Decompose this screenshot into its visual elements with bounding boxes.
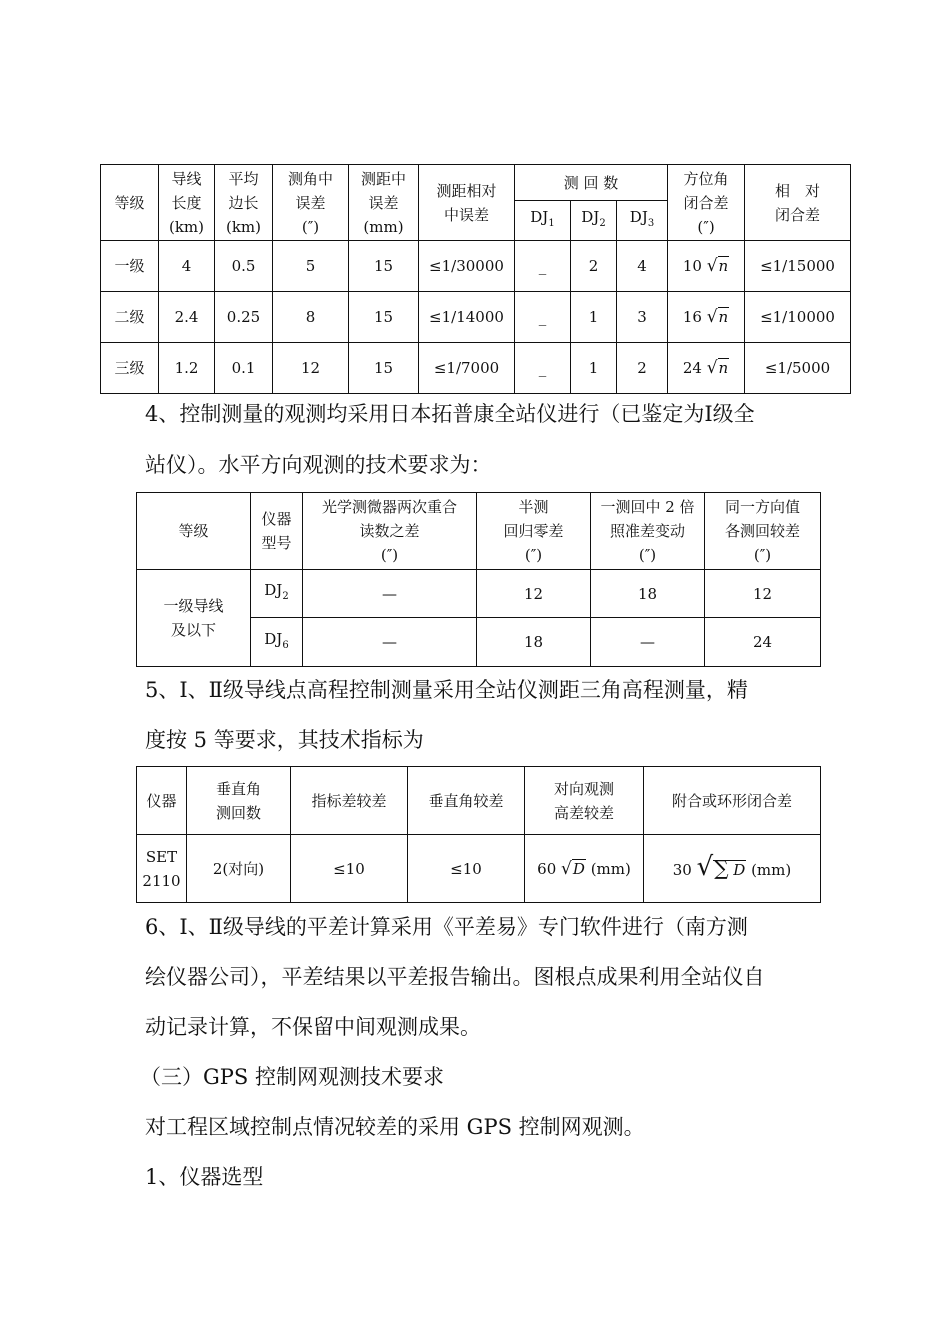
cell-length: 2.4 [159, 292, 215, 343]
header-same-direction: 同一方向值 各测回较差 (″) [705, 493, 821, 570]
cell-grade: 三级 [101, 343, 159, 394]
header-avg-side: 平均 边长 (km) [215, 165, 273, 241]
header-angle-error: 测角中 误差 (″) [273, 165, 349, 241]
paragraph-7: 对工程区域控制点情况较差的采用 GPS 控制网观测。 [145, 1115, 645, 1139]
header-instrument-model: 仪器 型号 [251, 493, 303, 570]
cell-dj1: _ [515, 343, 571, 394]
item-1-heading: 1、仪器选型 [145, 1165, 264, 1189]
cell-rel: ≤1/7000 [419, 343, 515, 394]
cell-closure-formula: 30 √∑ D (mm) [644, 835, 821, 903]
cell-closure: ≤1/15000 [745, 241, 851, 292]
table-row [137, 835, 821, 903]
cell-closure: ≤1/5000 [745, 343, 851, 394]
cell-closure: ≤1/10000 [745, 292, 851, 343]
cell-instrument: SET 2110 [137, 835, 187, 903]
cell-dj3: 4 [617, 241, 668, 292]
cell-length: 1.2 [159, 343, 215, 394]
cell-avg: 0.1 [215, 343, 273, 394]
cell-length: 4 [159, 241, 215, 292]
paragraph-6-line2: 绘仪器公司），平差结果以平差报告输出。图根点成果利用全站仪自 [145, 965, 765, 989]
cell-optical: — [303, 570, 477, 618]
horizontal-observation-table [136, 492, 821, 667]
cell-twoc: — [591, 618, 705, 667]
cell-same: 12 [705, 570, 821, 618]
cell-dj1: _ [515, 292, 571, 343]
header-relative-closure: 相 对 闭合差 [745, 165, 851, 241]
cell-dj3: 2 [617, 343, 668, 394]
header-closure: 附合或环形闭合差 [644, 767, 821, 835]
table-row [101, 241, 851, 292]
header-rounds: 测 回 数 [515, 165, 668, 201]
cell-dist: 15 [349, 292, 419, 343]
cell-dj2: 1 [571, 292, 617, 343]
table-row [137, 570, 821, 618]
cell-vertical-rounds: 2(对向) [187, 835, 291, 903]
cell-dj2: 1 [571, 343, 617, 394]
cell-azimuth-formula: 10 √n [668, 241, 745, 292]
header-dj3: $DJ_3$ [617, 201, 668, 241]
cell-azimuth-formula: 24 √n [668, 343, 745, 394]
cell-grade: 二级 [101, 292, 159, 343]
header-vertical-rounds: 垂直角 测回数 [187, 767, 291, 835]
paragraph-6-line3: 动记录计算，不保留中间观测成果。 [145, 1015, 481, 1039]
header-length: 导线 长度 (km) [159, 165, 215, 241]
cell-rel: ≤1/14000 [419, 292, 515, 343]
header-index-diff: 指标差较差 [291, 767, 408, 835]
header-optical-micrometer: 光学测微器两次重合 读数之差 (″) [303, 493, 477, 570]
paragraph-6-line1: 6、Ⅰ、Ⅱ级导线的平差计算采用《平差易》专门软件进行（南方测 [145, 915, 748, 939]
header-grade: 等级 [101, 165, 159, 241]
cell-dist: 15 [349, 343, 419, 394]
header-azimuth: 方位角 闭合差 (″) [668, 165, 745, 241]
paragraph-5-line1: 5、Ⅰ、Ⅱ级导线点高程控制测量采用全站仪测距三角高程测量，精 [145, 678, 748, 702]
cell-grade: 一级导线 及以下 [137, 570, 251, 667]
cell-same: 24 [705, 618, 821, 667]
cell-rel: ≤1/30000 [419, 241, 515, 292]
elevation-spec-table [136, 766, 821, 903]
cell-angle: 12 [273, 343, 349, 394]
cell-angle: 5 [273, 241, 349, 292]
paragraph-4-line2: 站仪）。水平方向观测的技术要求为： [145, 453, 492, 477]
header-dj1: $DJ_1$ [515, 201, 571, 241]
header-grade: 等级 [137, 493, 251, 570]
cell-height-diff-formula: 60 √D (mm) [525, 835, 644, 903]
cell-dj1: _ [515, 241, 571, 292]
cell-index-diff: ≤10 [291, 835, 408, 903]
header-half-round-zero: 半测 回归零差 (″) [477, 493, 591, 570]
cell-grade: 一级 [101, 241, 159, 292]
cell-optical: — [303, 618, 477, 667]
cell-dj3: 3 [617, 292, 668, 343]
paragraph-4-line1: 4、控制测量的观测均采用日本拓普康全站仪进行（已鉴定为Ⅰ级全 [145, 402, 755, 426]
header-height-diff: 对向观测 高差较差 [525, 767, 644, 835]
paragraph-5-line2: 度按 5 等要求，其技术指标为 [145, 728, 424, 752]
header-instrument: 仪器 [137, 767, 187, 835]
section-heading: （三）GPS 控制网观测技术要求 [140, 1065, 444, 1089]
cell-vertical-diff: ≤10 [408, 835, 525, 903]
table-row [101, 343, 851, 394]
header-relative-error: 测距相对 中误差 [419, 165, 515, 241]
cell-twoc: 18 [591, 570, 705, 618]
cell-avg: 0.5 [215, 241, 273, 292]
traverse-spec-table [100, 164, 851, 394]
header-dj2: $DJ_2$ [571, 201, 617, 241]
cell-dj2: 2 [571, 241, 617, 292]
cell-angle: 8 [273, 292, 349, 343]
cell-avg: 0.25 [215, 292, 273, 343]
header-vertical-diff: 垂直角较差 [408, 767, 525, 835]
cell-instrument: $DJ_2$ [251, 570, 303, 618]
cell-half: 12 [477, 570, 591, 618]
cell-half: 18 [477, 618, 591, 667]
header-distance-error: 测距中 误差 (mm) [349, 165, 419, 241]
cell-azimuth-formula: 16 √n [668, 292, 745, 343]
cell-instrument: $DJ_6$ [251, 618, 303, 667]
table-row [101, 292, 851, 343]
header-2c-variation: 一测回中 2 倍 照准差变动 (″) [591, 493, 705, 570]
cell-dist: 15 [349, 241, 419, 292]
